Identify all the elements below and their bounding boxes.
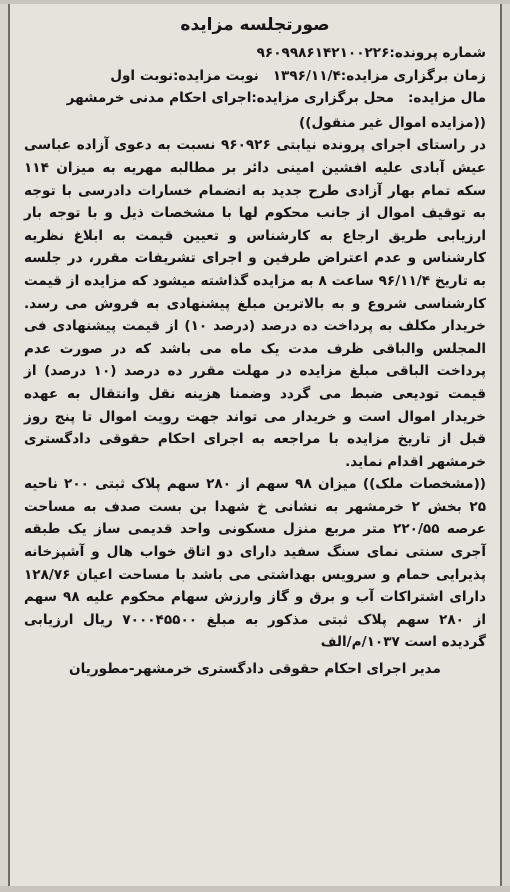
notice-subtitle: ((مزایده اموال غیر منقول)): [299, 114, 486, 131]
auction-time-row: [24, 65, 486, 88]
signature-line: مدیر اجرای احکام حقوقی دادگستری خرمشهر-مطوریان: [69, 661, 441, 678]
auction-turn: نوبت مزایده:نوبت اول: [110, 67, 259, 84]
property-specs-paragraph: ((مشخصات ملک)) میزان ۹۸ سهم از ۲۸۰ سهم پلاک ثبتی ۲۰۰ ناحیه ۲۵ بخش ۲ خرمشهر به نشانی خ شهدا بن بست صدف به مساحت عرصه ۲۲۰/۵۵ متر مربع منزل مسکونی واحد قدیمی ساز یک طبقه آجری سنتی نمای سنگ سفید دارای دو اتاق خواب هال و آشپزخانه پذیرایی حمام و سرویس بهداشتی می باشد با مساحت اعیان ۱۲۸/۷۶ دارای اشتراکات آب و برق و گاز وارزش سهام محکوم علیه ۹۸ سهم از ۲۸۰ سهم پلاک ثبتی مذکور به مبلغ ۷۰۰۰۴۵۵۰۰ ریال ارزیابی گردیده است ۱۰۳۷/م/الف: [24, 476, 487, 651]
auction-location: محل برگزاری مزایده:اجرای احکام مدنی خرمشهر: [66, 90, 394, 107]
paper-edge-bottom: [0, 886, 510, 892]
notice-content: [10, 4, 500, 681]
newspaper-clipping: [8, 4, 502, 886]
notice-body: [24, 134, 486, 654]
notice-meta: [24, 42, 486, 110]
notice-title: صورتجلسه مزایده: [180, 15, 330, 35]
body-paragraph: در راستای اجرای پرونده نیابتی ۹۶۰۹۲۶ نسبت به دعوی آزاده عباسی عیش آبادی علیه افشین امینی دائر بر مطالبه مهریه به میزان ۱۱۴ سکه تمام بهار آزادی طرح جدید به انضمام خسارات دادرسی با توجه به توقیف اموال از جانب محکوم لها با مشخصات ذیل و با توجه بار ارزیابی طریق ارجاع به کارشناس و تعیین قیمت به ابلاغ نظریه کارشناس و عدم اعتراض طرفین و اجرای تشریفات مقرر، در جلسه به تاریخ ۹۶/۱۱/۴ ساعت ۸ به مزایده گذاشته میشود که مزایده از قیمت کارشناسی شروع و به بالاترین مبلغ پیشنهادی به فروش می رسد. خریدار مکلف به پرداخت ده درصد (درصد ۱۰) از قیمت پیشنهادی فی المجلس والباقی ظرف مدت یک ماه می باشد که در صورت عدم پرداخت الباقی مبلغ مزایده در مهلت مقرر ده درصد (۱۰ درصد) از قیمت تودیعی ضبط می گردد وضمنا هزینه نقل وانتقال به عهده خریدار اموال است و خریدار می تواند جهت رویت اموال تا پنج روز قبل از تاریخ مزایده با مراجعه به اجرای احکام حقوقی دادگستری خرمشهر اقدام نماید.: [24, 137, 486, 470]
case-number: شماره پرونده:۹۶۰۹۹۸۶۱۴۲۱۰۰۲۲۶: [256, 45, 486, 61]
auction-time: زمان برگزاری مزایده:۱۳۹۶/۱۱/۴: [272, 67, 486, 84]
auction-location-row: [24, 87, 486, 110]
auction-property-label: مال مزایده:: [408, 90, 486, 107]
